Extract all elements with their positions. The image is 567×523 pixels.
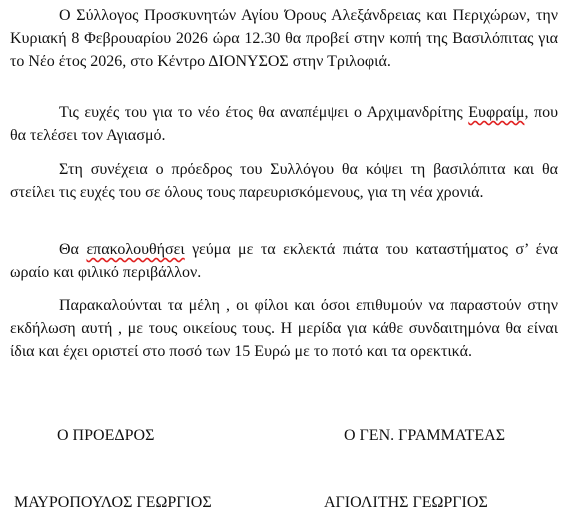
signature-title-president: Ο ΠΡΟΕΔΡΟΣ: [57, 427, 155, 444]
misspelled-word-efraim: Ευφραίμ: [468, 104, 525, 121]
paragraph-invitation-text: Παρακαλούνται τα μέλη , οι φίλοι και όσοι επιθυμούν να παραστούν στην εκδήλωση αυτή , με τους οικείους τους. Η μερίδα για κάθε συνδαιτημόνα θα είναι ίδια και έχει οριστεί στο ποσό των 15 Ευρώ με το ποτό και τα ορεκτικά.: [10, 297, 558, 360]
paragraph-invitation: [10, 294, 558, 363]
paragraph-announcement-text: Ο Σύλλογος Προσκυνητών Αγίου Όρους Αλεξάνδρειας και Περιχώρων, την Κυριακή 8 Φεβρουαρίου 2026 ώρα 12.30 θα προβεί στην κοπή της Βασιλόπιτας για το Νέο έτος 2026, στο Κέντρο ΔΙΟΝΥΣΟΣ στην Τριλοφιά.: [10, 7, 558, 70]
paragraph-vasilopita-cutting-text: Στη συνέχεια ο πρόεδρος του Συλλόγου θα κόψει τη βασιλόπιτα και θα στείλει τις ευχές του σε όλους τους παρευρισκόμενους, για τη νέα χρονιά.: [10, 161, 558, 201]
paragraph-blessings-text-start: Τις ευχές του για το νέο έτος θα αναπέμψει ο Αρχιμανδρίτης: [59, 104, 469, 121]
paragraph-announcement: [10, 4, 558, 73]
paragraph-vasilopita-cutting: [10, 158, 558, 204]
signature-title-secretary: Ο ΓΕΝ. ΓΡΑΜΜΑΤΕΑΣ: [344, 427, 506, 444]
paragraph-meal-text-end: γεύμα με τα εκλεκτά πιάτα του καταστήματος σ’ ένα ωραίο και φιλικό περιβάλλον.: [10, 241, 559, 281]
signature-name-secretary: ΑΓΙΟΛΙΤΗΣ ΓΕΩΡΓΙΟΣ: [324, 494, 488, 511]
paragraph-blessings-text-end: , που θα τελέσει τον Αγιασμό.: [10, 104, 558, 144]
misspelled-word-epakolouthisei: επακολουθήσει: [86, 241, 185, 258]
paragraph-blessings: [10, 101, 558, 147]
paragraph-meal: [10, 238, 558, 284]
paragraph-meal-text-start: Θα: [59, 241, 87, 258]
signature-name-president: ΜΑΥΡΟΠΟΥΛΟΣ ΓΕΩΡΓΙΟΣ: [14, 494, 212, 511]
